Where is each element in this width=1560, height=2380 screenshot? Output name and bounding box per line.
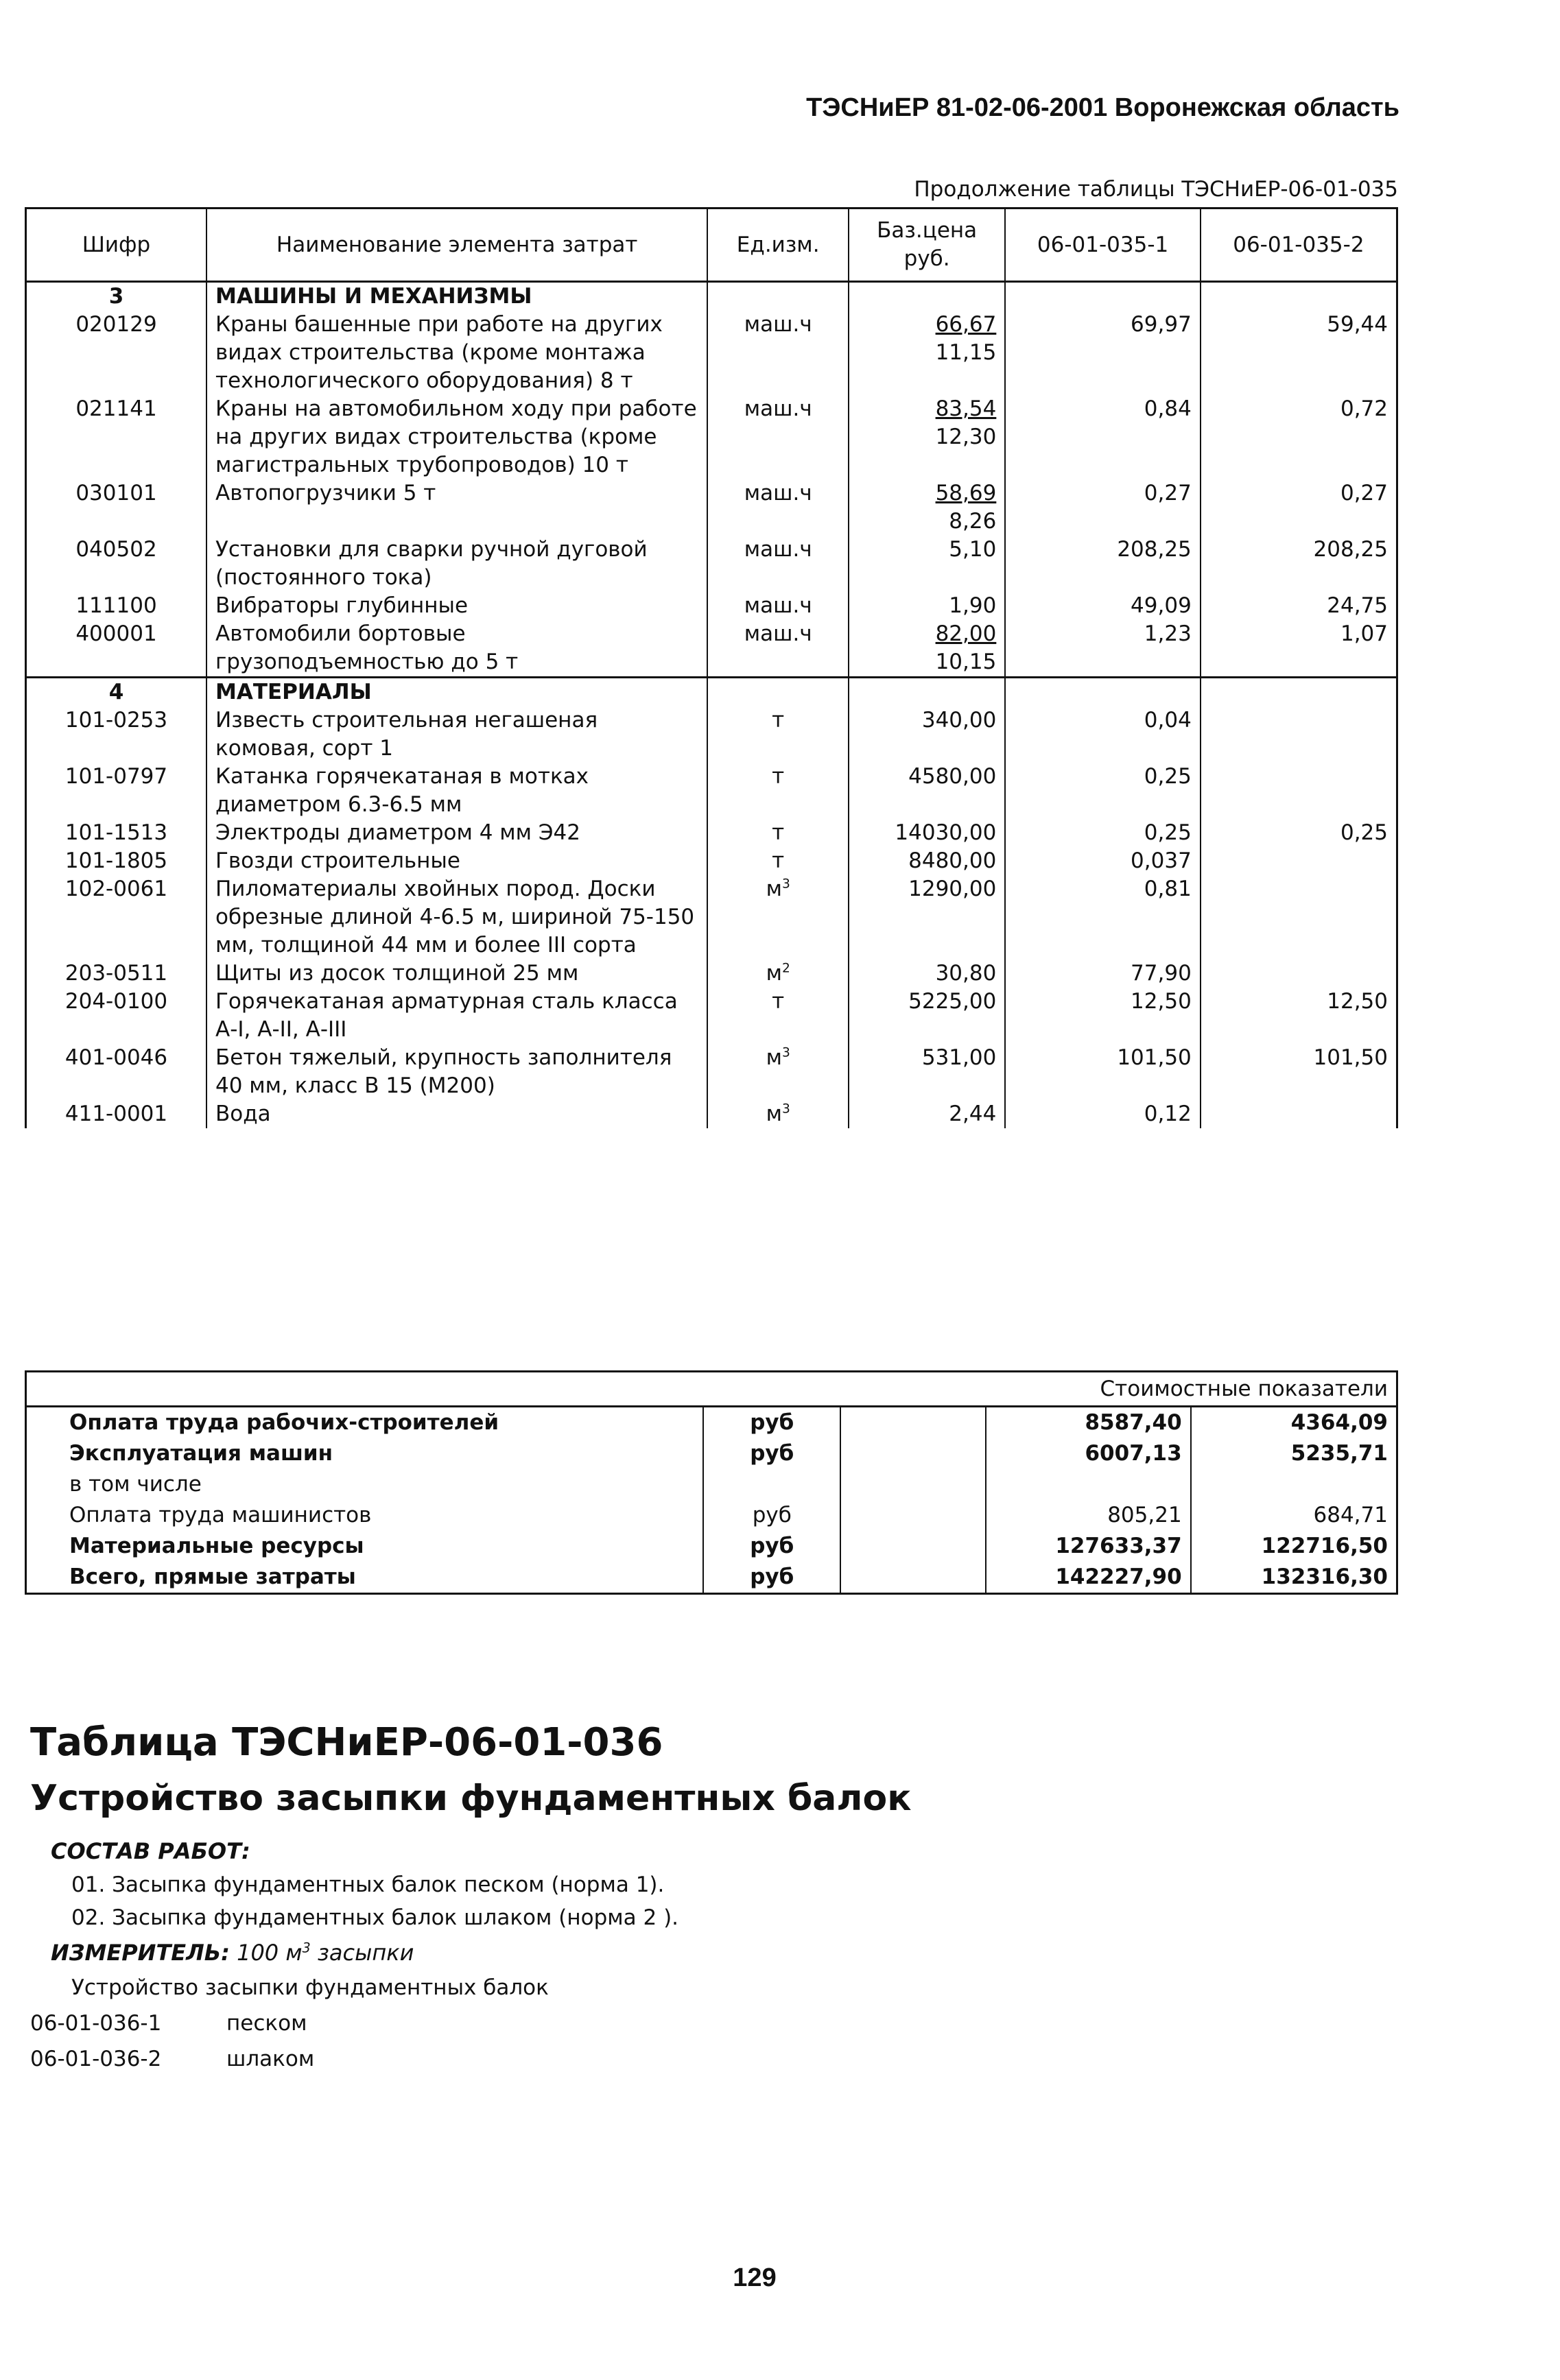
summary-caption: Стоимостные показатели — [26, 1372, 1397, 1407]
base-price: 14030,00 — [895, 820, 997, 845]
summary-norm-1: 805,21 — [986, 1500, 1191, 1531]
page-number: 129 — [733, 2263, 777, 2292]
empty-cell — [707, 282, 849, 311]
resource-unit: т — [707, 847, 849, 875]
summary-norm-1 — [986, 1469, 1191, 1500]
summary-row — [26, 1500, 1397, 1531]
norm-1-value: 0,25 — [1005, 819, 1200, 847]
base-price-cell — [849, 620, 1005, 678]
summary-name: Материальные ресурсы — [26, 1531, 704, 1562]
table-row — [26, 592, 1397, 620]
base-price-cell — [849, 592, 1005, 620]
table-body — [26, 282, 1397, 1129]
unit-power: 3 — [781, 877, 790, 892]
resource-unit: т — [707, 988, 849, 1044]
table-row — [26, 536, 1397, 592]
measure-sup: 3 — [302, 1940, 311, 1956]
resource-name: Пиломатериалы хвойных пород. Доски обрезные длиной 4-6.5 м, шириной 75-150 мм, толщиной 44 мм и более III сорта — [206, 875, 707, 960]
column-header-unit: Ед.изм. — [707, 209, 849, 282]
table-row — [26, 395, 1397, 479]
empty-cell — [840, 1531, 986, 1562]
norm-1-value: 0,81 — [1005, 875, 1200, 960]
summary-norm-1: 142227,90 — [986, 1562, 1191, 1594]
measure-line — [51, 1940, 414, 1966]
summary-name: Всего, прямые затраты — [26, 1562, 704, 1594]
base-price: 5225,00 — [908, 989, 997, 1014]
base-price-cell — [849, 311, 1005, 395]
resource-unit: т — [707, 706, 849, 763]
base-price-wages: 11,15 — [935, 340, 997, 365]
norm-2-value: 101,50 — [1201, 1044, 1397, 1100]
norm-1-value: 77,90 — [1005, 960, 1200, 988]
section-row — [26, 678, 1397, 707]
resource-code: 400001 — [26, 620, 207, 678]
summary-norm-1: 6007,13 — [986, 1438, 1191, 1469]
section-code: 4 — [26, 678, 207, 707]
base-price-cell — [849, 960, 1005, 988]
base-price: 82,00 — [935, 621, 997, 646]
summary-unit: руб — [703, 1500, 840, 1531]
norm-1-value: 0,27 — [1005, 479, 1200, 536]
resource-unit — [707, 960, 849, 988]
empty-cell — [840, 1469, 986, 1500]
summary-unit: руб — [703, 1438, 840, 1469]
empty-cell — [707, 678, 849, 707]
unit-power: 3 — [781, 1102, 790, 1117]
unit-base: м — [766, 1102, 782, 1126]
column-header-base-price: Баз.цена руб. — [849, 209, 1005, 282]
resource-unit: т — [707, 819, 849, 847]
norm-1-value: 0,25 — [1005, 763, 1200, 819]
section-code: 3 — [26, 282, 207, 311]
base-price: 2,44 — [949, 1102, 997, 1126]
base-price-cell — [849, 1100, 1005, 1128]
resources-table — [25, 207, 1398, 1128]
table-row — [26, 763, 1397, 819]
base-price: 8480,00 — [908, 848, 997, 873]
unit-base: м — [766, 877, 782, 901]
column-header-norm-2: 06-01-035-2 — [1201, 209, 1397, 282]
resource-unit: маш.ч — [707, 479, 849, 536]
table-row — [26, 1044, 1397, 1100]
summary-norm-2: 122716,50 — [1191, 1531, 1397, 1562]
resource-name: Краны на автомобильном ходу при работе на других видах строительства (кроме магистральных трубопроводов) 10 т — [206, 395, 707, 479]
summary-unit: руб — [703, 1562, 840, 1594]
base-price: 66,67 — [935, 312, 997, 337]
norm-2-value: 1,07 — [1201, 620, 1397, 678]
unit-power: 3 — [781, 1045, 790, 1060]
resource-unit: маш.ч — [707, 620, 849, 678]
norm-1-value: 0,04 — [1005, 706, 1200, 763]
resource-name: Электроды диаметром 4 мм Э42 — [206, 819, 707, 847]
summary-unit: руб — [703, 1407, 840, 1439]
norm-code: 06-01-036-2 — [30, 2047, 162, 2071]
base-price-cell — [849, 763, 1005, 819]
resource-code: 101-0253 — [26, 706, 207, 763]
summary-norm-1: 127633,37 — [986, 1531, 1191, 1562]
table-row — [26, 960, 1397, 988]
resource-name: Щиты из досок толщиной 25 мм — [206, 960, 707, 988]
resource-code: 102-0061 — [26, 875, 207, 960]
summary-norm-2 — [1191, 1469, 1397, 1500]
work-item: 01. Засыпка фундаментных балок песком (норма 1). — [71, 1872, 665, 1897]
work-composition-label: СОСТАВ РАБОТ: — [51, 1838, 250, 1864]
base-price-cell — [849, 706, 1005, 763]
section-title: МАШИНЫ И МЕХАНИЗМЫ — [206, 282, 707, 311]
resource-name: Установки для сварки ручной дуговой (постоянного тока) — [206, 536, 707, 592]
norm-2-value: 24,75 — [1201, 592, 1397, 620]
norm-1-value: 0,12 — [1005, 1100, 1200, 1128]
device-title: Устройство засыпки фундаментных балок — [71, 1975, 549, 2000]
norm-2-value: 0,27 — [1201, 479, 1397, 536]
empty-cell — [1005, 282, 1200, 311]
norm-2-value — [1201, 763, 1397, 819]
column-header-name: Наименование элемента затрат — [206, 209, 707, 282]
norm-2-value — [1201, 960, 1397, 988]
norm-1-value: 0,037 — [1005, 847, 1200, 875]
base-price: 1290,00 — [908, 877, 997, 901]
summary-unit: руб — [703, 1531, 840, 1562]
base-price-cell — [849, 875, 1005, 960]
summary-row — [26, 1531, 1397, 1562]
resource-unit: маш.ч — [707, 536, 849, 592]
base-price-wages: 10,15 — [935, 650, 997, 674]
base-price-cell — [849, 395, 1005, 479]
resource-name: Гвозди строительные — [206, 847, 707, 875]
empty-cell — [840, 1438, 986, 1469]
table-row — [26, 706, 1397, 763]
measure-label: ИЗМЕРИТЕЛЬ: — [51, 1940, 230, 1966]
empty-cell — [1201, 678, 1397, 707]
norm-2-value: 0,72 — [1201, 395, 1397, 479]
empty-cell — [1201, 282, 1397, 311]
base-price-cell — [849, 988, 1005, 1044]
column-header-norm-1: 06-01-035-1 — [1005, 209, 1200, 282]
table-row — [26, 819, 1397, 847]
resource-code: 204-0100 — [26, 988, 207, 1044]
norm-1-value: 12,50 — [1005, 988, 1200, 1044]
document-header: ТЭСНиЕР 81-02-06-2001 Воронежская область — [806, 93, 1399, 122]
table-continuation-caption: Продолжение таблицы ТЭСНиЕР-06-01-035 — [914, 177, 1398, 202]
resource-name: Бетон тяжелый, крупность заполнителя 40 мм, класс В 15 (М200) — [206, 1044, 707, 1100]
resource-name: Автомобили бортовые грузоподъемностью до 5 т — [206, 620, 707, 678]
norm-name: шлаком — [226, 2047, 315, 2071]
empty-cell — [840, 1500, 986, 1531]
resource-name: Горячекатаная арматурная сталь класса А-I, А-II, А-III — [206, 988, 707, 1044]
unit-power: 2 — [781, 961, 790, 976]
resource-unit — [707, 1044, 849, 1100]
resource-name: Катанка горячекатаная в мотках диаметром 6.3-6.5 мм — [206, 763, 707, 819]
summary-name: Оплата труда рабочих-строителей — [26, 1407, 704, 1439]
empty-cell — [849, 678, 1005, 707]
unit-base: м — [766, 961, 782, 986]
norm-2-value — [1201, 847, 1397, 875]
resource-code: 040502 — [26, 536, 207, 592]
section-row — [26, 282, 1397, 311]
norm-2-value — [1201, 706, 1397, 763]
base-price-cell — [849, 536, 1005, 592]
summary-unit — [703, 1469, 840, 1500]
resource-unit: маш.ч — [707, 311, 849, 395]
resource-code: 111100 — [26, 592, 207, 620]
norm-2-value — [1201, 1100, 1397, 1128]
base-price-wages: 12,30 — [935, 425, 997, 449]
norm-2-value — [1201, 875, 1397, 960]
resource-name: Краны башенные при работе на других видах строительства (кроме монтажа технологического оборудования) 8 т — [206, 311, 707, 395]
resource-code: 401-0046 — [26, 1044, 207, 1100]
empty-cell — [1005, 678, 1200, 707]
resource-code: 021141 — [26, 395, 207, 479]
summary-norm-1: 8587,40 — [986, 1407, 1191, 1439]
table-header-row — [26, 209, 1397, 282]
table-row — [26, 875, 1397, 960]
resource-name: Вода — [206, 1100, 707, 1128]
resource-unit: т — [707, 763, 849, 819]
resource-unit: маш.ч — [707, 592, 849, 620]
unit-base: м — [766, 1045, 782, 1070]
resource-unit: маш.ч — [707, 395, 849, 479]
base-price-cell — [849, 847, 1005, 875]
summary-norm-2: 684,71 — [1191, 1500, 1397, 1531]
norm-1-value: 101,50 — [1005, 1044, 1200, 1100]
summary-name: в том числе — [26, 1469, 704, 1500]
summary-caption-row — [26, 1372, 1397, 1407]
resource-code: 203-0511 — [26, 960, 207, 988]
measure-tail: засыпки — [317, 1940, 414, 1966]
base-price: 4580,00 — [908, 764, 997, 789]
measure-value: 100 м — [237, 1940, 303, 1966]
base-price: 531,00 — [921, 1045, 997, 1070]
summary-body — [26, 1372, 1397, 1594]
base-price: 340,00 — [921, 708, 997, 733]
norm-2-value: 208,25 — [1201, 536, 1397, 592]
resource-code: 411-0001 — [26, 1100, 207, 1128]
resource-code: 030101 — [26, 479, 207, 536]
norm-2-value: 59,44 — [1201, 311, 1397, 395]
base-price-cell — [849, 1044, 1005, 1100]
table-row — [26, 479, 1397, 536]
empty-cell — [849, 282, 1005, 311]
empty-cell — [840, 1562, 986, 1594]
resource-unit — [707, 875, 849, 960]
base-price: 5,10 — [949, 537, 997, 562]
summary-norm-2: 132316,30 — [1191, 1562, 1397, 1594]
cost-summary-table — [25, 1370, 1398, 1595]
resource-name: Вибраторы глубинные — [206, 592, 707, 620]
work-item: 02. Засыпка фундаментных балок шлаком (норма 2 ). — [71, 1905, 679, 1930]
table2-title: Таблица ТЭСНиЕР-06-01-036 — [30, 1720, 663, 1765]
resource-code: 101-0797 — [26, 763, 207, 819]
summary-name: Оплата труда машинистов — [26, 1500, 704, 1531]
column-header-code: Шифр — [26, 209, 207, 282]
base-price-cell — [849, 479, 1005, 536]
empty-cell — [840, 1407, 986, 1439]
base-price-cell — [849, 819, 1005, 847]
resource-code: 020129 — [26, 311, 207, 395]
summary-row — [26, 1469, 1397, 1500]
norm-1-value: 49,09 — [1005, 592, 1200, 620]
summary-row — [26, 1562, 1397, 1594]
table2-subtitle: Устройство засыпки фундаментных балок — [30, 1778, 912, 1819]
summary-norm-2: 4364,09 — [1191, 1407, 1397, 1439]
summary-name: Эксплуатация машин — [26, 1438, 704, 1469]
table-row — [26, 620, 1397, 678]
resource-name: Автопогрузчики 5 т — [206, 479, 707, 536]
base-price: 1,90 — [949, 593, 997, 618]
norm-name: песком — [226, 2011, 307, 2036]
summary-norm-2: 5235,71 — [1191, 1438, 1397, 1469]
summary-row — [26, 1438, 1397, 1469]
norm-1-value: 1,23 — [1005, 620, 1200, 678]
norm-1-value: 208,25 — [1005, 536, 1200, 592]
table-row — [26, 311, 1397, 395]
norm-2-value: 12,50 — [1201, 988, 1397, 1044]
table-row — [26, 847, 1397, 875]
norm-1-value: 69,97 — [1005, 311, 1200, 395]
base-price: 83,54 — [935, 396, 997, 421]
table-row — [26, 988, 1397, 1044]
resource-unit — [707, 1100, 849, 1128]
resource-code: 101-1513 — [26, 819, 207, 847]
norm-code: 06-01-036-1 — [30, 2011, 162, 2036]
summary-row — [26, 1407, 1397, 1439]
section-title: МАТЕРИАЛЫ — [206, 678, 707, 707]
base-price-wages: 8,26 — [949, 509, 997, 534]
base-price: 58,69 — [935, 481, 997, 505]
norm-1-value: 0,84 — [1005, 395, 1200, 479]
base-price: 30,80 — [935, 961, 997, 986]
resource-code: 101-1805 — [26, 847, 207, 875]
norm-2-value: 0,25 — [1201, 819, 1397, 847]
resource-name: Известь строительная негашеная комовая, сорт 1 — [206, 706, 707, 763]
table-row — [26, 1100, 1397, 1128]
